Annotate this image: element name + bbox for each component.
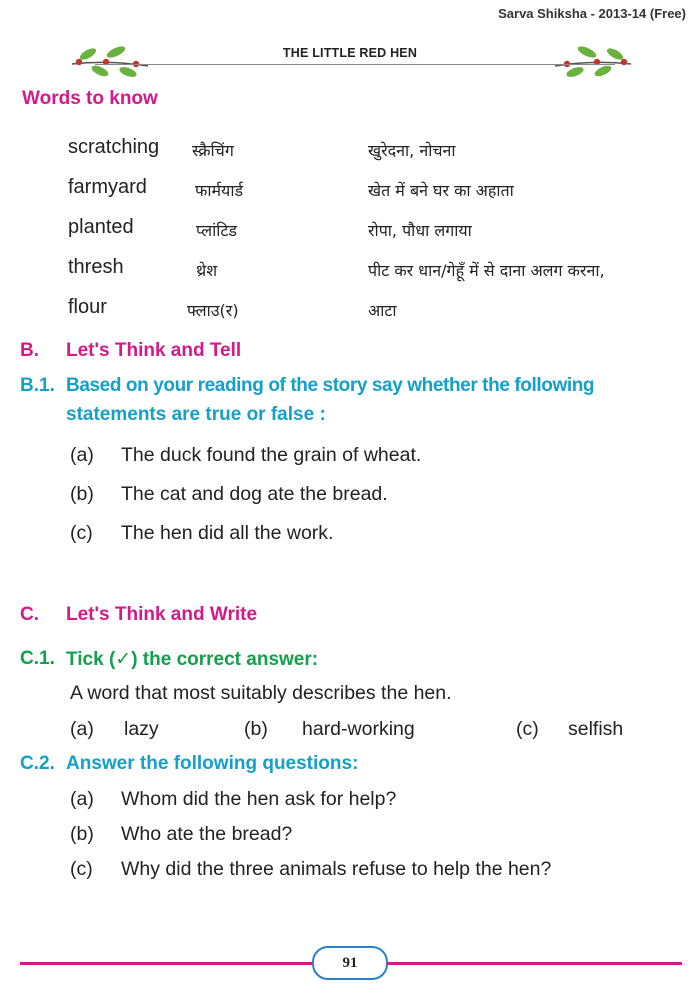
question-b1-number: B.1. xyxy=(20,375,55,396)
header-divider xyxy=(95,64,615,65)
vocab-meaning: खुरेदना, नोचना xyxy=(368,141,456,160)
vocab-meaning: खेत में बने घर का अहाता xyxy=(368,181,514,200)
option-text: lazy xyxy=(124,718,159,740)
section-c-title: Let's Think and Write xyxy=(66,604,258,625)
item-label: (a) xyxy=(70,788,94,810)
question-c1-statement: A word that most suitably describes the hen. xyxy=(70,682,452,704)
words-to-know-heading: Words to know xyxy=(22,88,158,109)
footer-line-left xyxy=(20,962,314,965)
vocab-word: farmyard xyxy=(68,176,147,198)
section-b-title: Let's Think and Tell xyxy=(66,340,242,361)
vocab-meaning: पीट कर धान/गेहूँ में से दाना अलग करना, xyxy=(368,261,605,280)
item-text: Whom did the hen ask for help? xyxy=(121,788,397,810)
vocab-word: flour xyxy=(68,296,107,318)
item-label: (a) xyxy=(70,444,94,466)
option-label: (a) xyxy=(70,718,94,740)
vocab-word: planted xyxy=(68,216,134,238)
option-text: selfish xyxy=(568,718,624,740)
question-c1-number: C.1. xyxy=(20,648,55,669)
vocab-pronunciation: फार्मयार्ड xyxy=(195,181,244,200)
item-text: Why did the three animals refuse to help the hen? xyxy=(121,858,552,880)
vocab-word: scratching xyxy=(68,136,160,158)
option-label: (c) xyxy=(516,718,539,740)
option-label: (b) xyxy=(244,718,268,740)
item-text: The duck found the grain of wheat. xyxy=(121,444,422,466)
item-text: The cat and dog ate the bread. xyxy=(121,483,388,505)
vocab-word: thresh xyxy=(68,256,124,278)
item-text: The hen did all the work. xyxy=(121,522,334,544)
question-c1-prompt: Tick (✓) the correct answer: xyxy=(66,649,319,670)
option-text: hard-working xyxy=(302,718,415,740)
vocab-pronunciation: प्लांटिड xyxy=(196,221,237,240)
item-label: (b) xyxy=(70,483,94,505)
footer-line-right xyxy=(382,962,682,965)
item-text: Who ate the bread? xyxy=(121,823,293,845)
chapter-title: THE LITTLE RED HEN xyxy=(282,46,418,60)
item-label: (c) xyxy=(70,522,93,544)
section-c-label: C. xyxy=(20,604,39,625)
item-label: (c) xyxy=(70,858,93,880)
question-b1-line1: Based on your reading of the story say whether the following xyxy=(66,375,595,396)
vocab-meaning: रोपा, पौधा लगाया xyxy=(368,221,472,240)
question-c2-number: C.2. xyxy=(20,753,55,774)
item-label: (b) xyxy=(70,823,94,845)
question-c2-prompt: Answer the following questions: xyxy=(66,753,359,774)
vocab-pronunciation: स्क्रैचिंग xyxy=(192,141,234,160)
vocab-pronunciation: फ्लाउ(र) xyxy=(187,301,239,320)
page-number: 91 xyxy=(312,946,388,980)
series-label: Sarva Shiksha - 2013-14 (Free) xyxy=(498,6,686,21)
vocab-meaning: आटा xyxy=(368,301,397,320)
section-b-label: B. xyxy=(20,340,39,361)
question-b1-line2: statements are true or false : xyxy=(66,404,326,425)
vocab-pronunciation: थ्रेश xyxy=(196,261,218,280)
